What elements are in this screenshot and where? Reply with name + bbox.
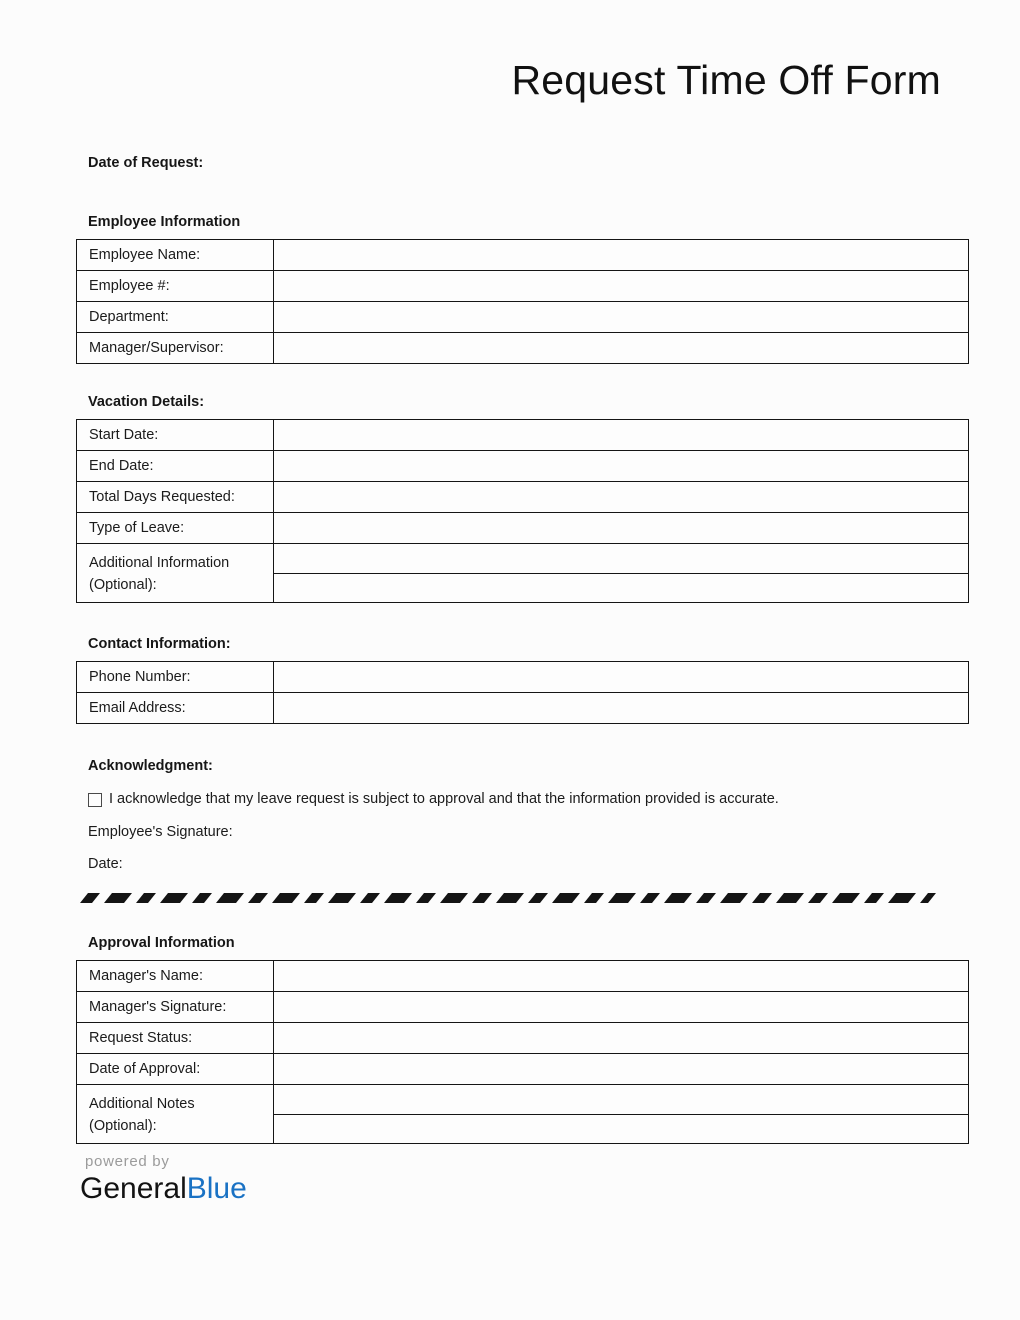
date-of-request-label: Date of Request: xyxy=(88,155,204,171)
row-label-additional-notes xyxy=(77,1085,274,1144)
row-label: Date of Approval: xyxy=(77,1054,274,1085)
acknowledgment-section xyxy=(76,758,976,874)
row-input-date-of-approval[interactable] xyxy=(274,1054,969,1085)
acknowledgment-statement: I acknowledge that my leave request is subject to approval and that the information provided is accurate. xyxy=(109,791,779,808)
table-row xyxy=(77,1085,969,1115)
row-label: Phone Number: xyxy=(77,662,274,693)
table-row xyxy=(77,302,969,333)
row-input-additional-notes-line1[interactable] xyxy=(274,1085,969,1115)
acknowledgment-heading: Acknowledgment: xyxy=(88,758,213,774)
row-input-type-of-leave[interactable] xyxy=(274,513,969,544)
table-row xyxy=(77,992,969,1023)
approval-information-heading: Approval Information xyxy=(88,935,235,951)
row-input-managers-name[interactable] xyxy=(274,961,969,992)
row-label: Manager/Supervisor: xyxy=(77,333,274,364)
table-row xyxy=(77,451,969,482)
label-line-2: (Optional): xyxy=(89,577,157,594)
row-label: Email Address: xyxy=(77,693,274,724)
row-input-start-date[interactable] xyxy=(274,420,969,451)
row-input-managers-signature[interactable] xyxy=(274,992,969,1023)
cut-line-separator xyxy=(76,891,942,907)
table-row xyxy=(77,271,969,302)
table-row xyxy=(77,513,969,544)
row-input-email-address[interactable] xyxy=(274,693,969,724)
row-label: Manager's Name: xyxy=(77,961,274,992)
label-line-1: Additional Information xyxy=(89,554,230,571)
vacation-details-section xyxy=(76,394,942,603)
brand-name xyxy=(80,1172,480,1207)
approval-information-table xyxy=(76,960,969,1144)
acknowledgment-date-label: Date: xyxy=(88,856,123,873)
row-label: End Date: xyxy=(77,451,274,482)
row-label: Total Days Requested: xyxy=(77,482,274,513)
table-row xyxy=(77,420,969,451)
contact-information-table xyxy=(76,661,969,724)
table-row xyxy=(77,961,969,992)
contact-information-heading: Contact Information: xyxy=(88,636,231,652)
employee-information-table xyxy=(76,239,969,364)
row-label: Employee #: xyxy=(77,271,274,302)
row-input-total-days-requested[interactable] xyxy=(274,482,969,513)
employee-information-section xyxy=(76,214,942,364)
row-label: Type of Leave: xyxy=(77,513,274,544)
table-row xyxy=(77,1054,969,1085)
table-row xyxy=(77,693,969,724)
contact-information-section xyxy=(76,636,942,724)
row-input-manager-supervisor[interactable] xyxy=(274,333,969,364)
brand-general: General xyxy=(80,1172,187,1205)
date-of-request-section xyxy=(76,155,942,180)
table-row xyxy=(77,482,969,513)
brand-blue: Blue xyxy=(186,1172,247,1205)
table-row xyxy=(77,333,969,364)
powered-by-label: powered by xyxy=(85,1153,170,1170)
row-input-employee-name[interactable] xyxy=(274,240,969,271)
row-input-additional-information-line1[interactable] xyxy=(274,544,969,574)
vacation-details-table xyxy=(76,419,969,603)
footer-logo xyxy=(80,1153,480,1207)
label-line-1: Additional Notes xyxy=(89,1095,195,1112)
row-label: Employee Name: xyxy=(77,240,274,271)
table-row xyxy=(77,662,969,693)
row-input-additional-notes-line2[interactable] xyxy=(274,1114,969,1144)
row-label-additional-information xyxy=(77,544,274,603)
row-input-end-date[interactable] xyxy=(274,451,969,482)
row-label: Manager's Signature: xyxy=(77,992,274,1023)
acknowledgment-row xyxy=(76,791,976,808)
table-row xyxy=(77,1023,969,1054)
row-label: Department: xyxy=(77,302,274,333)
row-input-request-status[interactable] xyxy=(274,1023,969,1054)
table-row xyxy=(77,544,969,574)
row-input-additional-information-line2[interactable] xyxy=(274,573,969,603)
dashed-line-icon xyxy=(76,891,942,907)
row-input-department[interactable] xyxy=(274,302,969,333)
row-input-employee-number[interactable] xyxy=(274,271,969,302)
row-input-phone-number[interactable] xyxy=(274,662,969,693)
row-label: Request Status: xyxy=(77,1023,274,1054)
acknowledgment-checkbox[interactable] xyxy=(88,793,102,807)
vacation-details-heading: Vacation Details: xyxy=(88,394,205,410)
title-container xyxy=(0,58,941,103)
employee-information-heading: Employee Information xyxy=(88,214,241,230)
row-label: Start Date: xyxy=(77,420,274,451)
employee-signature-label: Employee's Signature: xyxy=(88,823,233,840)
page-title: Request Time Off Form xyxy=(511,57,941,103)
approval-information-section xyxy=(76,935,942,1144)
label-line-2: (Optional): xyxy=(89,1118,157,1135)
table-row xyxy=(77,240,969,271)
